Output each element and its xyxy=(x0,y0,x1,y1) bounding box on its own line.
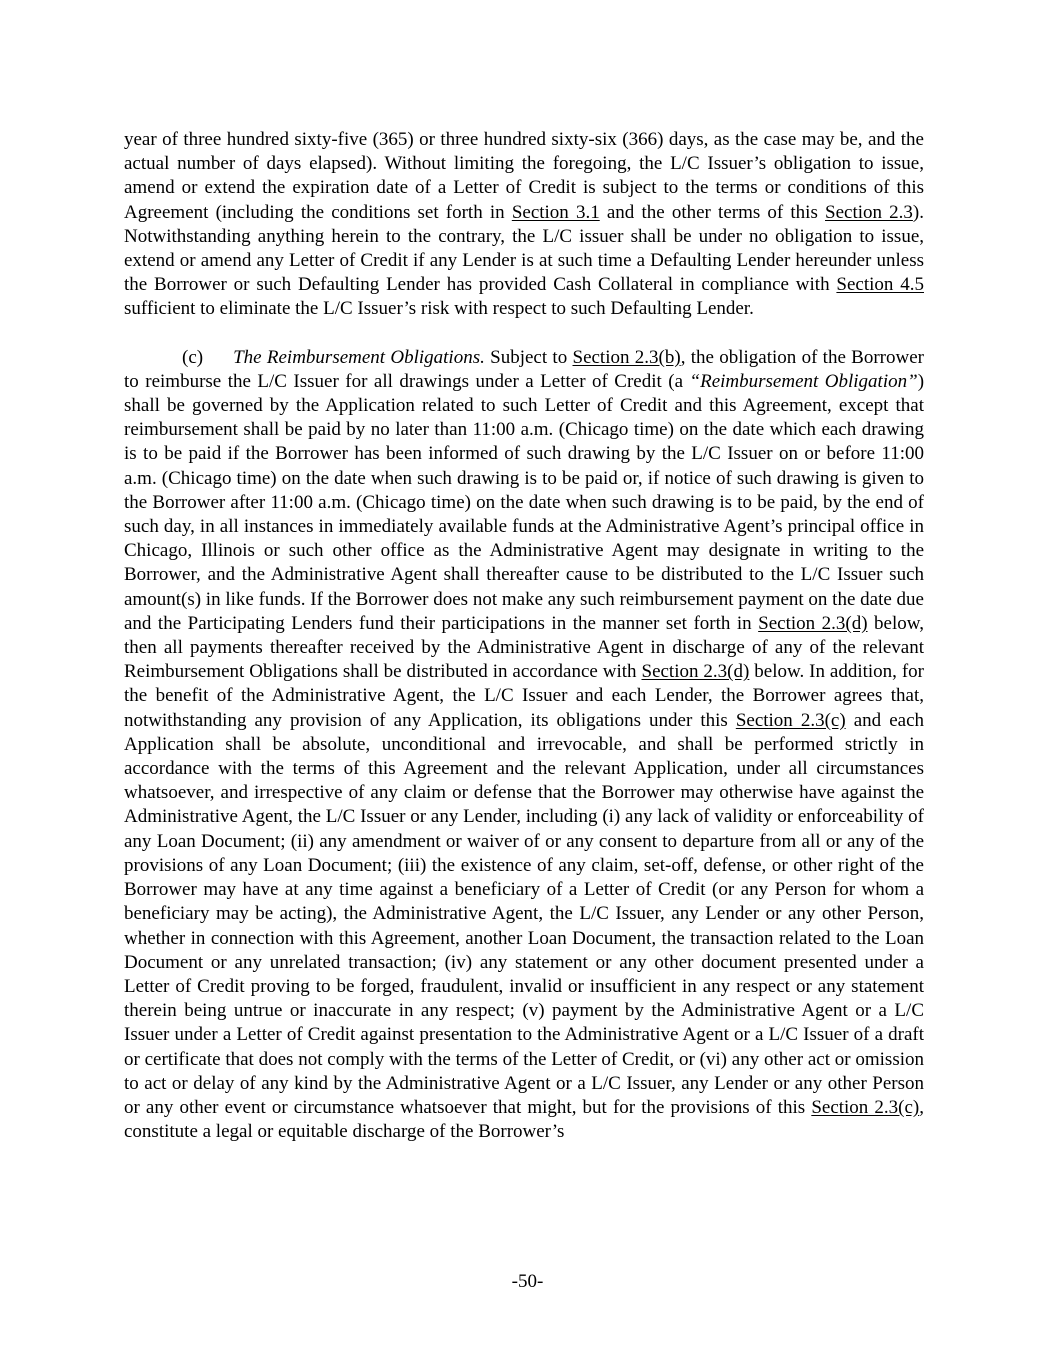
text-segment: ) shall be governed by the Application related to such Letter of Credit and this Agreement, except that reimbursement shall be paid by no later than 11:00 a.m. (Chicago time) on the date which each drawing is to be paid if the Borrower has been informed of such drawing by the L/C Issuer on or before 11:00 a.m. (Chicago time) on the date when such drawing is to be paid or, if notice of such drawing is given to the Borrower after 11:00 a.m. (Chicago time) on the date when such drawing is to be paid, by the end of such day, in all instances in immediately available funds at the Administrative Agent’s principal office in Chicago, Illinois or such other office as the Administrative Agent may designate in writing to the Borrower, and the Administrative Agent shall thereafter cause to be distributed to the L/C Issuer such amount(s) in like funds. If the Borrower does not make any such reimbursement payment on the date due and the Participating Lenders fund their participations in the manner set forth in xyxy=(124,370,925,634)
text-segment: and each Application shall be absolute, unconditional and irrevocable, and shall be performed strictly in accordance with the terms of this Agreement and the relevant Application, under all circumstances whatsoever, and irrespective of any claim or defense that the Borrower may otherwise have against the Administrative Agent, the L/C Issuer or any Lender, including (i) any lack of validity or enforceability of any Loan Document; (ii) any amendment or waiver of or any consent to departure from all or any of the provisions of any Loan Document; (iii) the existence of any claim, set-off, defense, or other right of the Borrower may have at any time against a beneficiary of a Letter of Credit (or any Person for whom a beneficiary may be acting), the Administrative Agent, the L/C Issuer, any Lender or any other Person, whether in connection with this Agreement, another Loan Document, the transaction related to the Loan Document or any unrelated transaction; (iv) any statement or any other document presented under a Letter of Credit proving to be forged, fraudulent, invalid or insufficient in any respect or any statement therein being untrue or inaccurate in any respect; (v) payment by the Administrative Agent or a L/C Issuer under a Letter of Credit against presentation to the Administrative Agent or a L/C Issuer of a draft or certificate that does not comply with the terms of the Letter of Credit, or (vi) any other act or omission to act or delay of any kind by the Administrative Agent or a L/C Issuer, any Lender or any other Person or any other event or circumstance whatsoever that might, but for the provisions of this xyxy=(124,709,924,1118)
defined-term: “Reimbursement Obligation” xyxy=(689,370,918,392)
page-number: -50- xyxy=(511,1271,544,1292)
paragraph-continuation xyxy=(124,128,924,322)
document-page xyxy=(124,128,924,1144)
section-reference: Section 2.3(b) xyxy=(572,346,681,368)
text-segment: and the other terms of this xyxy=(599,201,826,223)
text-segment: , the obligation of the Borrower to reimburse the L/C Issuer for all drawings under a Letter of Credit (a xyxy=(124,346,924,392)
section-reference: Section 2.3(d) xyxy=(758,612,868,634)
section-reference: Section 3.1 xyxy=(511,201,600,223)
paragraph-reimbursement-obligations xyxy=(124,346,924,1145)
section-reference: Section 2.3(d) xyxy=(641,661,750,683)
text-segment: , constitute a legal or equitable discharge of the Borrower’s xyxy=(124,1096,924,1143)
section-heading: The Reimbursement Obligations. xyxy=(233,346,485,368)
text-segment: Subject to xyxy=(484,346,573,368)
text-segment: year of three hundred sixty-five (365) or three hundred sixty-six (366) days, as the case may be, and the actual number of days elapsed). Without limiting the foregoing, the L/C Issuer’s obligation to issue, amend or extend the expiration date of a Letter of Credit is subject to the terms or conditions of this Agreement (including the conditions set forth in xyxy=(124,129,924,223)
text-segment: below. In addition, for the benefit of the Administrative Agent, the L/C Issuer and each Lender, the Borrower agrees that, notwithstanding any provision of any Application, its obligations under this xyxy=(124,661,924,731)
section-reference: Section 4.5 xyxy=(836,274,924,296)
section-reference: Section 2.3 xyxy=(825,201,913,223)
text-segment: ). Notwithstanding anything herein to the contrary, the L/C issuer shall be under no obligation to issue, extend or amend any Letter of Credit if any Lender is at such time a Defaulting Lender hereunder unless the Borrower or such Defaulting Lender has provided Cash Collateral in compliance with xyxy=(124,201,924,296)
section-reference: Section 2.3(c) xyxy=(811,1096,920,1118)
section-reference: Section 2.3(c) xyxy=(735,709,846,731)
section-label: (c) xyxy=(182,346,204,368)
text-segment: below, then all payments thereafter received by the Administrative Agent in discharge of any of the relevant Reimbursement Obligations shall be distributed in accordance with xyxy=(124,612,924,683)
text-segment: sufficient to eliminate the L/C Issuer’s risk with respect to such Defaulting Lender. xyxy=(124,298,754,320)
